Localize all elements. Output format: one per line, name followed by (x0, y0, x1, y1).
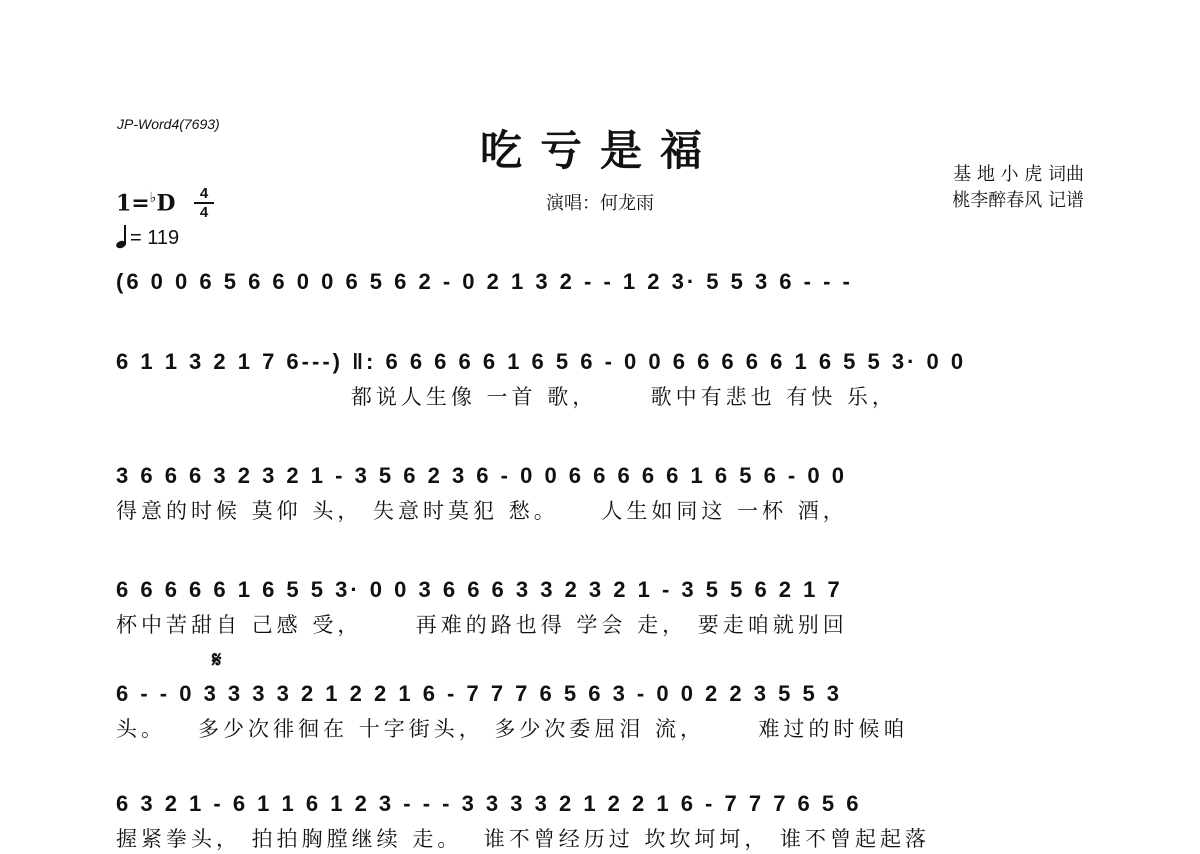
time-signature-top: 4 (199, 185, 209, 202)
score-system-4 (116, 570, 1088, 640)
notation-line: 6 6 6 6 6 1 6 5 5 3· 0 0 3 6 6 6 3 3 2 3 2 1 - 3 5 5 6 2 1 7 (116, 577, 843, 602)
lyrics-line: 头。 多少次徘徊在 十字街头， 多少次委屈泪 流， 难过的时候咱 (116, 717, 909, 741)
credits (952, 162, 1084, 214)
score-system-1 (116, 262, 1088, 332)
score-system-6 (116, 784, 1088, 854)
song-title: 吃亏是福 (479, 126, 720, 175)
key-prefix: 1= (116, 190, 150, 217)
quarter-note-icon (116, 224, 130, 248)
transcriber: 桃李醉春风 记谱 (952, 190, 1084, 211)
software-label: JP-Word4(7693) (117, 116, 220, 132)
lyrics-line (116, 302, 1088, 332)
singer-label: 演唱：何龙雨 (546, 193, 654, 214)
key-signature (116, 190, 175, 216)
lyricist-composer: 基 地 小 虎 词曲 (953, 164, 1084, 185)
lyrics-line: 杯中苦甜自 己感 受， 再难的路也得 学会 走， 要走咱就别回 (116, 613, 848, 637)
lyrics-line: 都说人生像 一首 歌， 歌中有悲也 有快 乐， (116, 385, 897, 409)
segno-icon: 𝄋 (212, 648, 222, 673)
key-note: D (156, 190, 176, 217)
tempo-value: = 119 (130, 227, 180, 249)
lyrics-line: 握紧拳头， 拍拍胸膛继续 走。 谁不曾经历过 坎坎坷坷， 谁不曾起起落 (116, 827, 931, 851)
notation-line: (6 0 0 6 5 6 6 0 0 6 5 6 2 - 0 2 1 3 2 - - 1 2 3· 5 5 3 6 - - - (116, 269, 853, 294)
flat-icon: ♭ (149, 190, 157, 206)
score-system-5 (116, 648, 1088, 744)
notation-line: 3 6 6 6 3 2 3 2 1 - 3 5 6 2 3 6 - 0 0 6 6 6 6 6 1 6 5 6 - 0 0 (116, 463, 847, 488)
time-signature-bottom: 4 (199, 204, 209, 221)
notation-line: 6 1 1 3 2 1 7 6---) ‖: 6 6 6 6 6 1 6 5 6 - 0 0 6 6 6 6 6 1 6 5 5 3· 0 0 (116, 349, 967, 374)
tempo-marking (116, 224, 179, 250)
score-system-2 (116, 342, 1088, 412)
score-system-3 (116, 456, 1088, 526)
time-signature (194, 186, 214, 220)
notation-line: 6 - - 0 3 3 3 3 2 1 2 2 1 6 - 7 7 7 6 5 6 3 - 0 0 2 2 3 5 5 3 (116, 681, 843, 706)
notation-line: 6 3 2 1 - 6 1 1 6 1 2 3 - - - 3 3 3 3 2 1 2 2 1 6 - 7 7 7 6 5 6 (116, 791, 862, 816)
lyrics-line: 得意的时候 莫仰 头， 失意时莫犯 愁。 人生如同这 一杯 酒， (116, 499, 848, 523)
